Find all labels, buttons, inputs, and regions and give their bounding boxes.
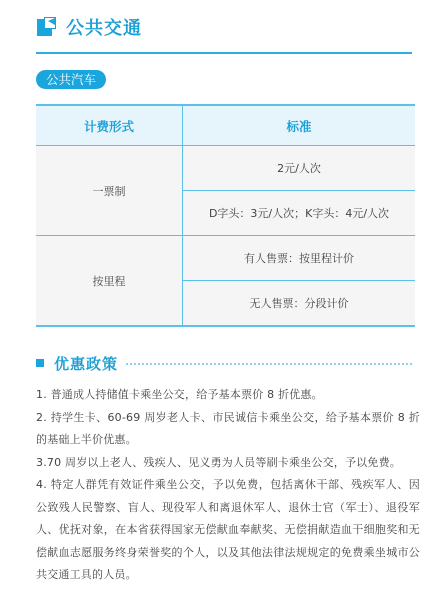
- table-header-row: [36, 106, 415, 146]
- square-bullet-icon: [36, 359, 44, 367]
- fare-table: [36, 104, 415, 327]
- fare-standard-cell: 无人售票：分段计价: [249, 297, 349, 310]
- page-title: 公共交通: [66, 18, 142, 39]
- header-divider: [36, 52, 412, 54]
- fare-type-cell: 一票制: [36, 146, 183, 235]
- policy-list: [36, 384, 420, 587]
- page-header: [36, 14, 142, 40]
- policy-item: 2. 持学生卡、60-69 周岁老人卡、市民诚信卡乘坐公交，给予基本票价 8 折的基础上半价优惠。: [36, 410, 420, 446]
- policy-item: 3.70 周岁以上老人、残疾人、见义勇为人员等刷卡乘坐公交，予以免费。: [36, 455, 401, 469]
- document-icon: [36, 17, 56, 37]
- policy-item: 1. 普通成人持储值卡乘坐公交，给予基本票价 8 折优惠。: [36, 388, 323, 401]
- dotted-divider: [126, 363, 412, 365]
- fare-standard-cell: D字头：3元/人次；K字头：4元/人次: [208, 207, 390, 220]
- policy-title: 优惠政策: [54, 354, 119, 373]
- table-header-cell: 计费形式: [36, 106, 183, 145]
- policy-item: 4. 特定人群凭有效证件乘坐公交，予以免费，包括离休干部、残疾军人、因公致残人民警察、盲人、现役军人和离退休军人、退休士官（军士）、退役军人、优抚对象，在本省获得国家无偿献血奉献奖、无偿捐献造血干细胞奖和无偿献血志愿服务终身荣誉奖的个人，以及其他法律法规规定的免费乘坐城市公共交通工具的人员。: [36, 478, 420, 581]
- fare-type-cell: 按里程: [36, 236, 183, 325]
- policy-heading: [36, 352, 412, 374]
- fare-standard-cell: 有人售票：按里程计价: [183, 236, 415, 281]
- table-row: [36, 236, 415, 325]
- table-row: [36, 146, 415, 236]
- fare-standard-cell: 2元/人次: [183, 146, 415, 191]
- section-tag: 公共汽车: [36, 70, 106, 89]
- table-header-cell: 标准: [286, 118, 312, 134]
